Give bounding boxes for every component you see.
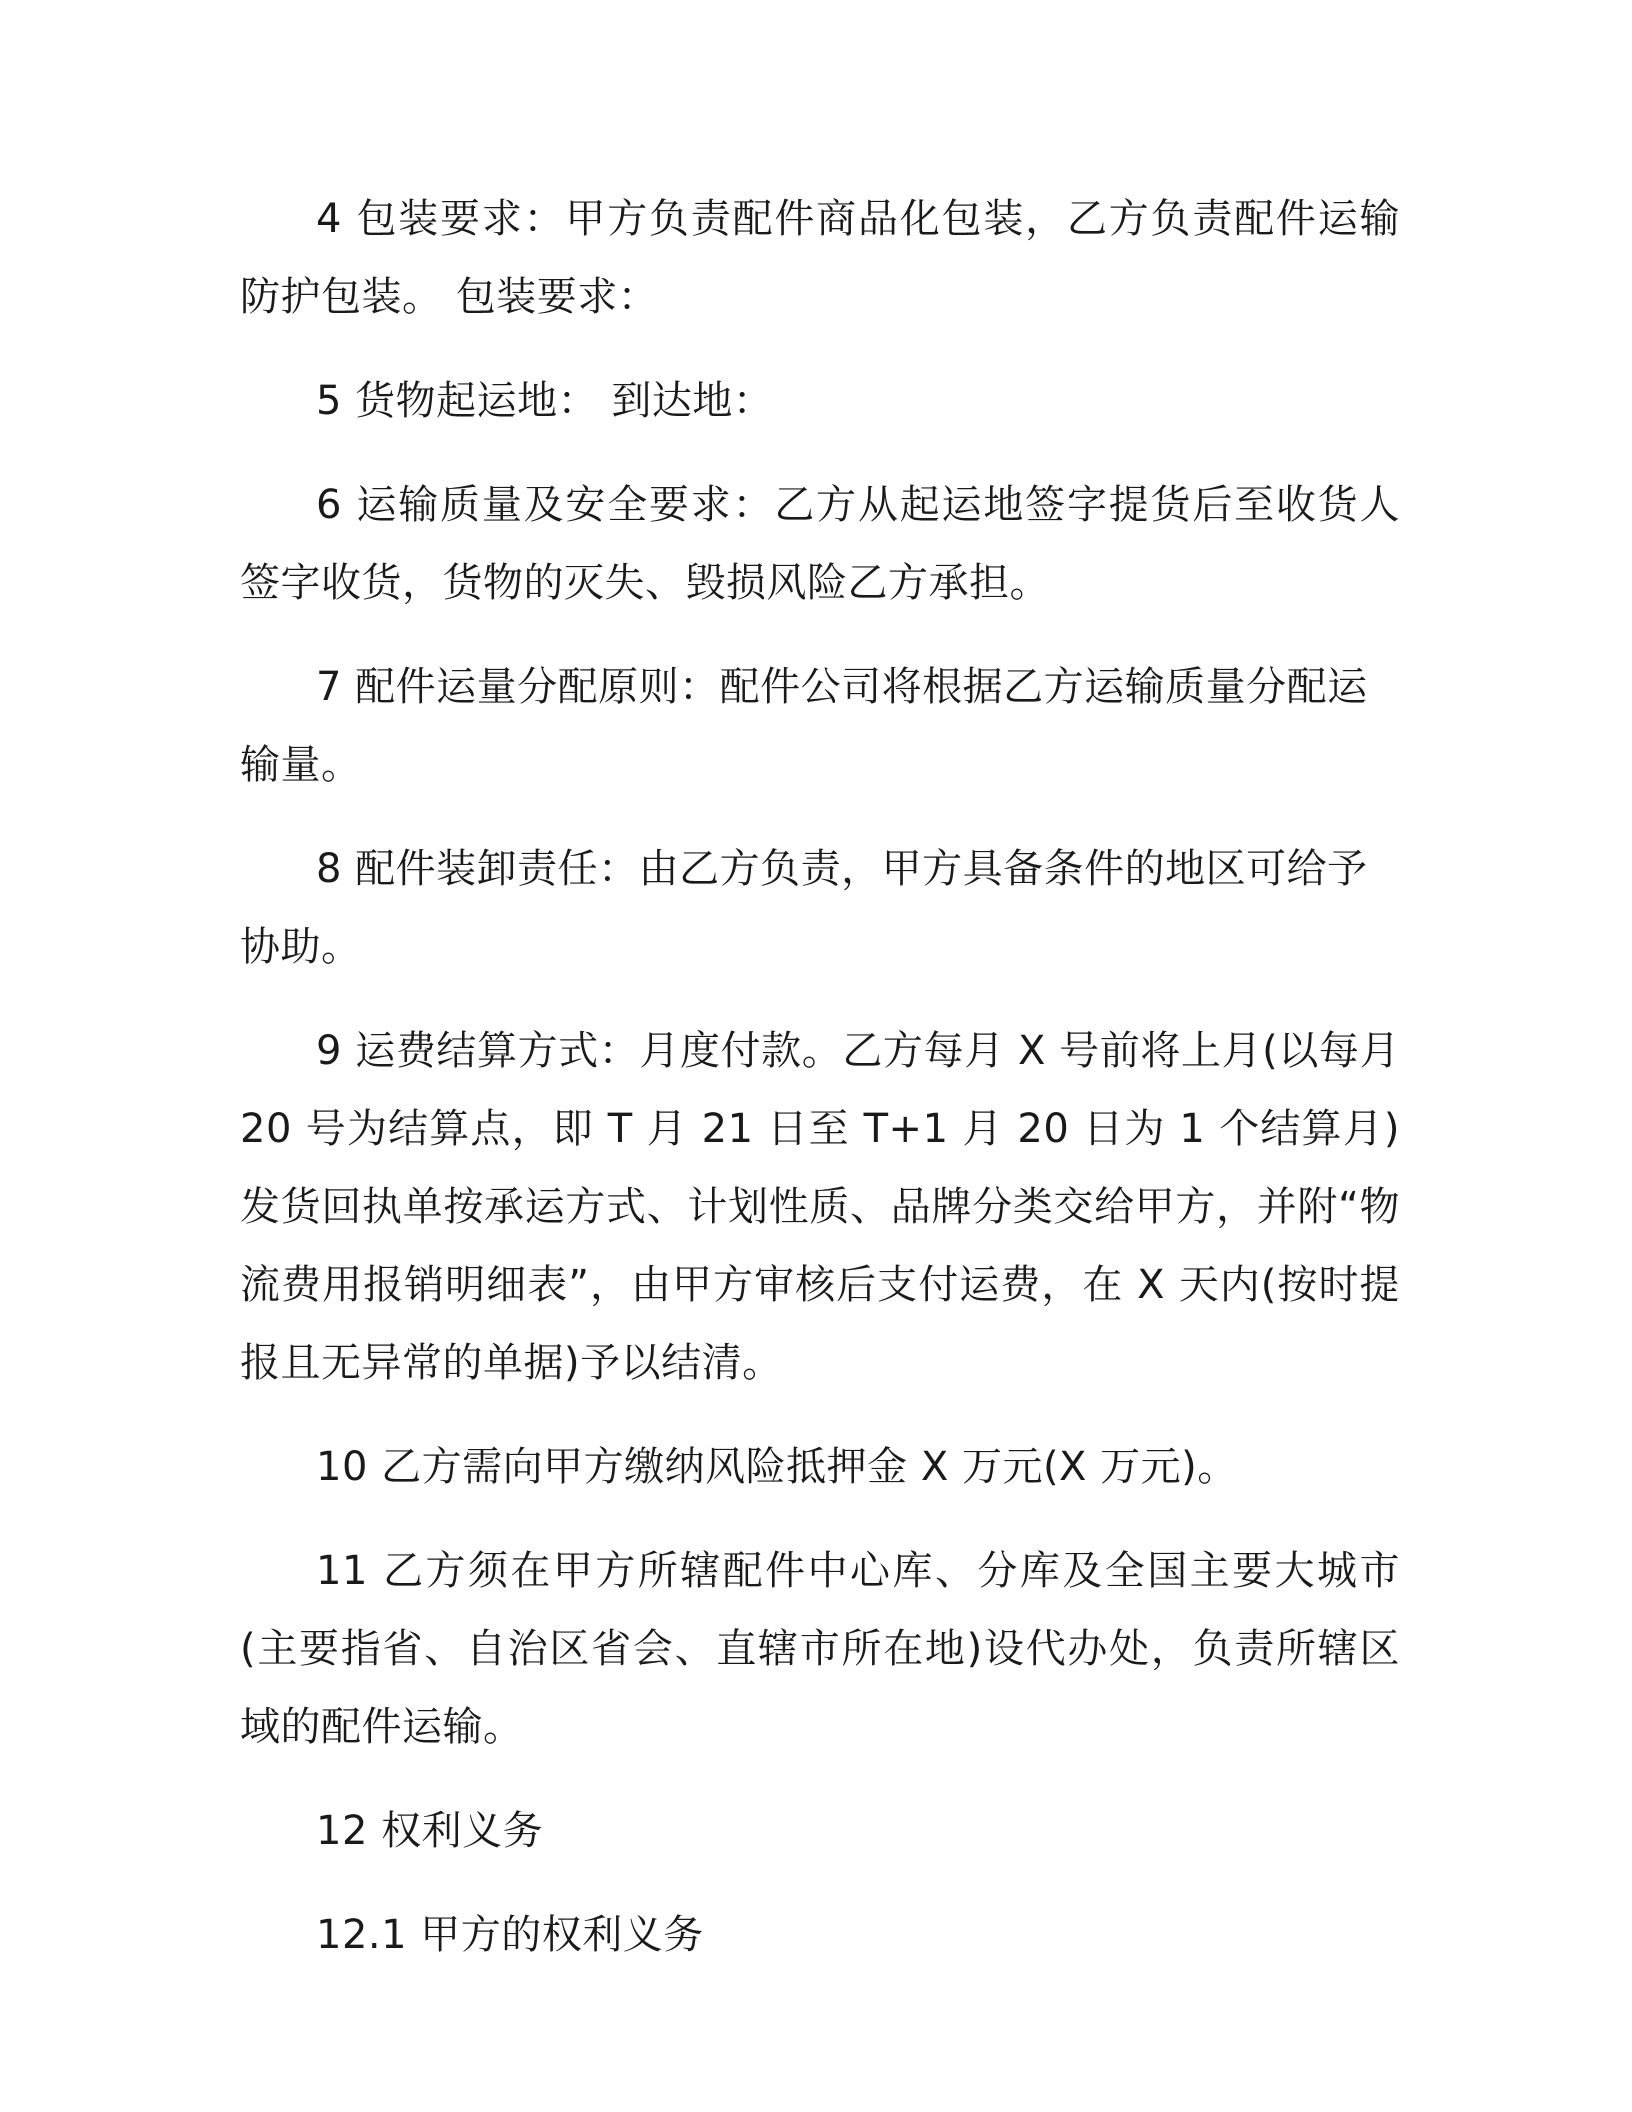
clause-9-settlement: 9 运费结算方式：月度付款。乙方每月 X 号前将上月(以每月 20 号为结算点，即 T 月 21 日至 T+1 月 20 日为 1 个结算月)发货回执单按承运方式、计划性质、品牌分类交给甲方，并附“物流费用报销明细表”，由甲方审核后支付运费，在 X 天内(按时提报且无异常的单据)予以结清。 — [240, 1028, 1400, 1386]
clause-12-1-party-a-rights: 12.1 甲方的权利义务 — [316, 1912, 704, 1958]
clause-5-origin-destination: 5 货物起运地： 到达地： — [316, 378, 774, 424]
document-body — [240, 180, 1400, 2000]
clause-4-packaging: 4 包装要求：甲方负责配件商品化包装，乙方负责配件运输防护包装。 包装要求： — [240, 196, 1400, 320]
clause-12-rights-obligations: 12 权利义务 — [316, 1808, 544, 1854]
clause-10-deposit: 10 乙方需向甲方缴纳风险抵押金 X 万元(X 万元)。 — [316, 1444, 1238, 1490]
clause-6-transport-quality: 6 运输质量及安全要求：乙方从起运地签字提货后至收货人签字收货，货物的灭失、毁损风险乙方承担。 — [240, 482, 1400, 606]
clause-11-offices: 11 乙方须在甲方所辖配件中心库、分库及全国主要大城市(主要指省、自治区省会、直辖市所在地)设代办处，负责所辖区域的配件运输。 — [240, 1548, 1400, 1750]
clause-7-volume-allocation: 7 配件运量分配原则：配件公司将根据乙方运输质量分配运输量。 — [240, 664, 1368, 788]
clause-8-loading-responsibility: 8 配件装卸责任：由乙方负责，甲方具备条件的地区可给予协助。 — [240, 846, 1368, 970]
